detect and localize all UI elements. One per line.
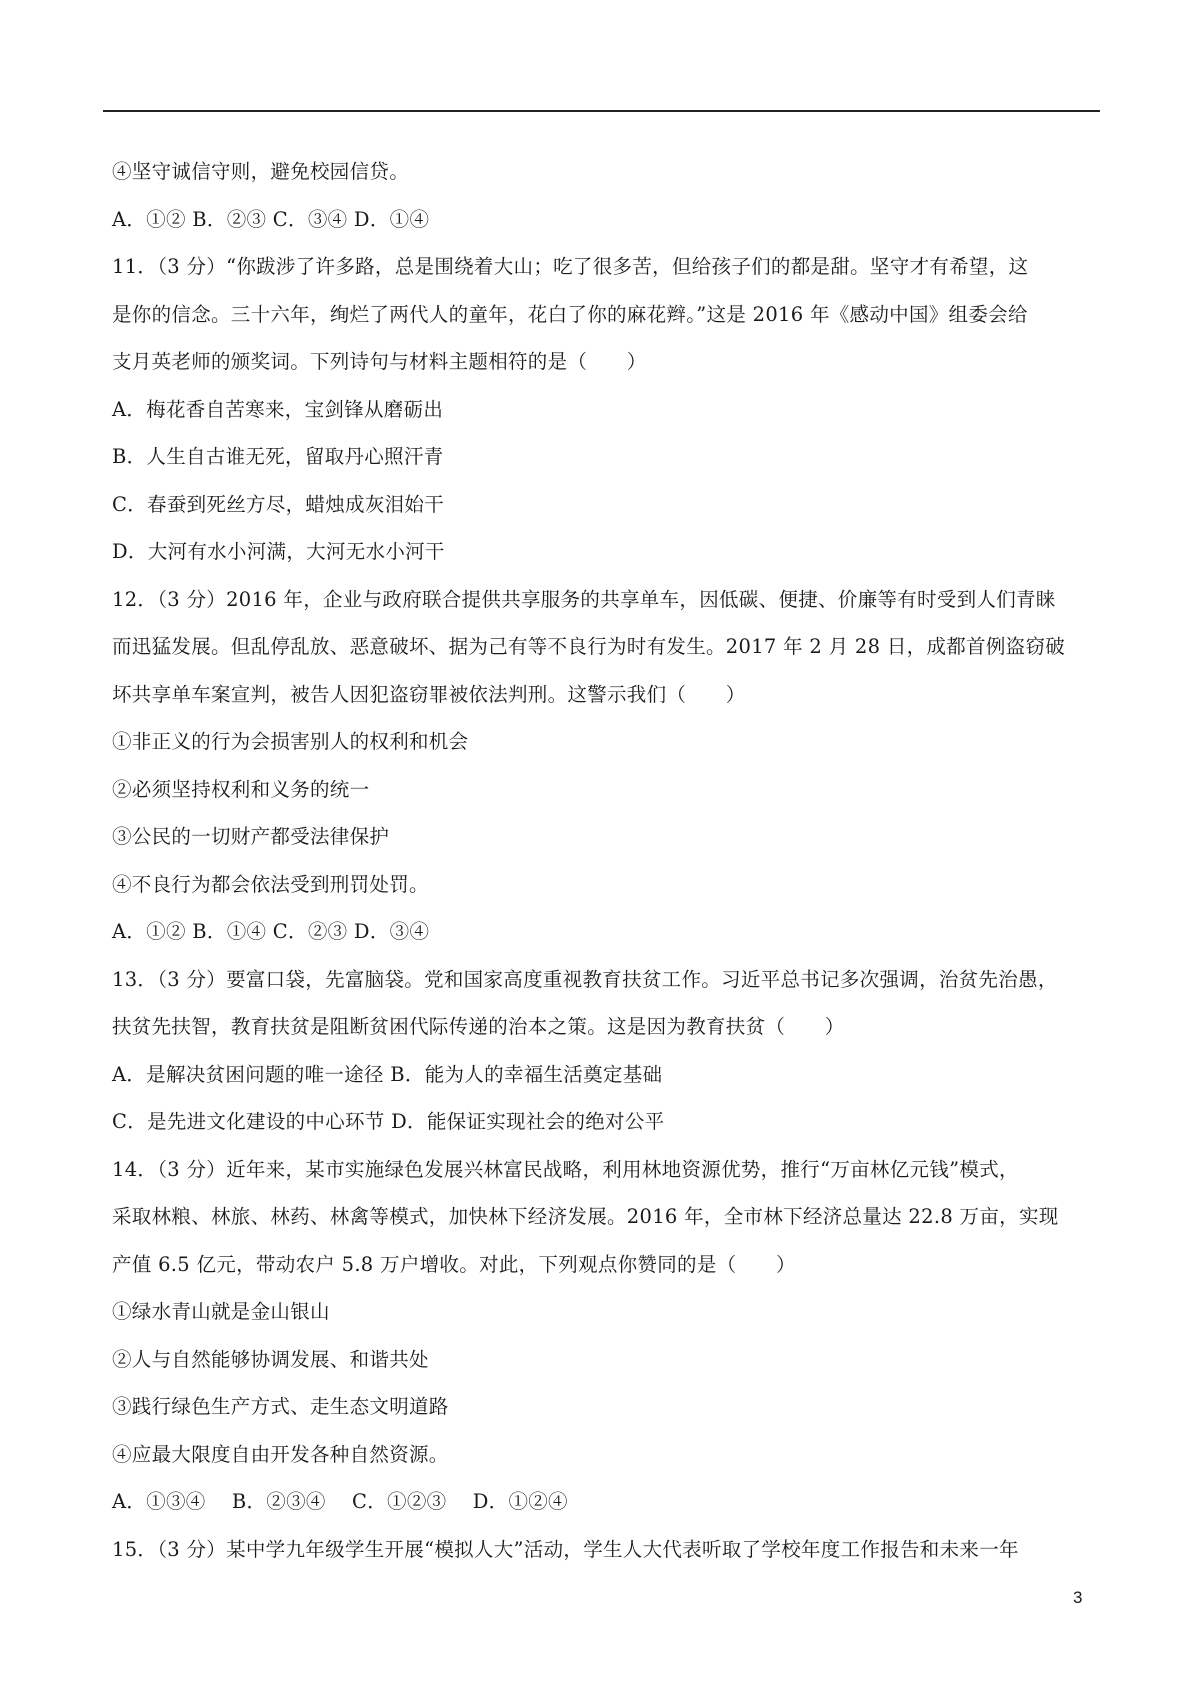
- text-line: ④坚守诚信守则，避免校园信贷。: [112, 160, 410, 183]
- text-line: 扶贫先扶智，教育扶贫是阻断贫困代际传递的治本之策。这是因为教育扶贫（ ）: [112, 1015, 845, 1038]
- page-number: 3: [1073, 1588, 1083, 1607]
- text-line: ①非正义的行为会损害别人的权利和机会: [112, 730, 469, 753]
- text-line: 14．（3 分）近年来，某市实施绿色发展兴林富民战略，利用林地资源优势，推行“万亩林亿元钱”模式，: [112, 1157, 1019, 1181]
- header-rule: [103, 110, 1100, 112]
- text-line: ④应最大限度自由开发各种自然资源。: [112, 1442, 449, 1466]
- text-line: ③公民的一切财产都受法律保护: [112, 825, 390, 848]
- text-line: ②必须坚持权利和义务的统一: [112, 777, 370, 801]
- text-line: 采取林粮、林旅、林药、林禽等模式，加快林下经济发展。2016 年，全市林下经济总量达 22.8 万亩，实现: [112, 1205, 1059, 1228]
- text-line: C．是先进文化建设的中心环节 D．能保证实现社会的绝对公平: [112, 1110, 665, 1133]
- text-line: 15．（3 分）某中学九年级学生开展“模拟人大”活动，学生人大代表听取了学校年度工作报告和未来一年: [112, 1537, 1019, 1561]
- text-line: A．是解决贫困问题的唯一途径 B．能为人的幸福生活奠定基础: [112, 1062, 663, 1086]
- text-line: A．梅花香自苦寒来，宝剑锋从磨砺出: [112, 397, 444, 421]
- text-line: A．①② B．②③ C．③④ D．①④: [112, 207, 430, 231]
- text-line: A．①③④ B．②③④ C．①②③ D．①②④: [112, 1490, 568, 1513]
- text-line: 支月英老师的颁奖词。下列诗句与材料主题相符的是（ ）: [112, 350, 647, 373]
- text-line: 12．（3 分）2016 年，企业与政府联合提供共享服务的共享单车，因低碳、便捷、价廉等有时受到人们青睐: [112, 587, 1056, 611]
- text-line: 坏共享单车案宣判，被告人因犯盗窃罪被依法判刑。这警示我们（ ）: [112, 682, 746, 706]
- text-line: 11．（3 分）“你跋涉了许多路，总是围绕着大山；吃了很多苦，但给孩子们的都是甜。坚守才有希望，这: [112, 255, 1029, 278]
- text-line: ③践行绿色生产方式、走生态文明道路: [112, 1395, 449, 1418]
- text-line: C．春蚕到死丝方尽，蜡烛成灰泪始干: [112, 492, 445, 516]
- text-line: B．人生自古谁无死，留取丹心照汗青: [112, 445, 444, 468]
- text-line: ①绿水青山就是金山银山: [112, 1300, 330, 1323]
- text-line: D．大河有水小河满，大河无水小河干: [112, 540, 445, 563]
- text-line: 是你的信念。三十六年，绚烂了两代人的童年，花白了你的麻花辫。”这是 2016 年《感动中国》组委会给: [112, 302, 1028, 326]
- text-line: 而迅猛发展。但乱停乱放、恶意破坏、据为己有等不良行为时有发生。2017 年 2 月 28 日，成都首例盗窃破: [112, 635, 1066, 658]
- text-line: A．①② B．①④ C．②③ D．③④: [112, 920, 430, 943]
- text-line: ②人与自然能够协调发展、和谐共处: [112, 1347, 429, 1371]
- document-body: [112, 148, 1102, 1573]
- text-line: ④不良行为都会依法受到刑罚处罚。: [112, 872, 429, 896]
- text-line: 产值 6.5 亿元，带动农户 5.8 万户增收。对此，下列观点你赞同的是（ ）: [112, 1252, 796, 1276]
- text-line: 13．（3 分）要富口袋，先富脑袋。党和国家高度重视教育扶贫工作。习近平总书记多次强调，治贫先治愚，: [112, 967, 1058, 991]
